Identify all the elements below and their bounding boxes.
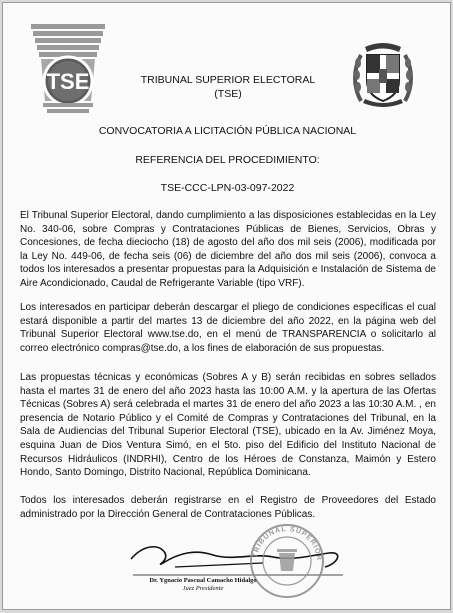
notice-sheet bbox=[2, 2, 451, 610]
tse-logo-icon bbox=[21, 21, 115, 117]
reference-label: REFERENCIA DEL PROCEDIMIENTO: bbox=[135, 154, 320, 166]
notice-title: CONVOCATORIA A LICITACIÓN PÚBLICA NACIONAL bbox=[98, 125, 357, 137]
tse-logo-text: TSE bbox=[46, 69, 90, 94]
institution-heading bbox=[123, 73, 333, 101]
paragraph-registration: Todos los interesados deberán registrarse en el Registro de Proveedores del Estado administrado por la Dirección General de Contrataciones Públicas. bbox=[20, 495, 436, 520]
institution-acronym: (TSE) bbox=[214, 88, 242, 100]
institution-name: TRIBUNAL SUPERIOR ELECTORAL bbox=[140, 74, 316, 86]
signer-title: Juez Presidente bbox=[182, 585, 224, 592]
paragraph-documents: Los interesados en participar deberán descargar el pliego de condiciones específicas el cual estará disponible a partir del martes 13 de diciembre del año 2022, en la página web del Tribunal Superior Electoral www.tse.do, en el menú de TRANSPARENCIA o solicitarlo al correo electrónico compras@tse.do, a los fines de elaboración de sus propuestas. bbox=[20, 302, 436, 354]
paragraph-call: El Tribunal Superior Electoral, dando cumplimiento a las disposiciones establecidas en la Ley No. 340-06, sobre Compras y Contrataciones Públicas de Bienes, Servicios, Obras y Concesiones, de fecha dieciocho (18) de agosto del año dos mil seis (2006), modificada por la Ley No. 449-06, de fecha seis (06) de diciembre del año dos mil seis (2006), convoca a todos los interesados a presentar propuestas para la Adquisición e Instalación de Sistema de Aire Acondicionado, Caudal de Refrigerante Variable (tipo VRF). bbox=[20, 210, 436, 289]
svg-text:TRIBUNAL SUPERIOR: TRIBUNAL SUPERIOR bbox=[252, 525, 323, 562]
reference-code: TSE-CCC-LPN-03-097-2022 bbox=[160, 182, 295, 194]
coat-of-arms-icon bbox=[353, 39, 413, 111]
signer-name: Dr. Ygnacio Pascual Camacho Hidalgo bbox=[149, 577, 257, 584]
paragraph-submission: Las propuestas técnicas y económicas (Sobres A y B) serán recibidas en sobres sellados hasta el martes 31 de enero del año 2023 hasta las 10:00 A.M. y la apertura de las Ofertas Técnicas (Sobres A) será celebrada el martes 31 de enero del año 2023 a las 10:30 A.M. , en presencia de Notario Público y el Comité de Compras y Contrataciones del Tribunal, en la Sala de Audiencias del Tribunal Superior Electoral (TSE), ubicado en la Av. Jiménez Moya, esquina Juan de Dios Ventura Simó, en el 5to. piso del Edificio del Instituto Nacional de Recursos Hidráulicos (INDRHI), Centro de los Héroes de Constanza, Maimón y Estero Hondo, Santo Domingo, Distrito Nacional, República Dominicana. bbox=[20, 372, 436, 479]
